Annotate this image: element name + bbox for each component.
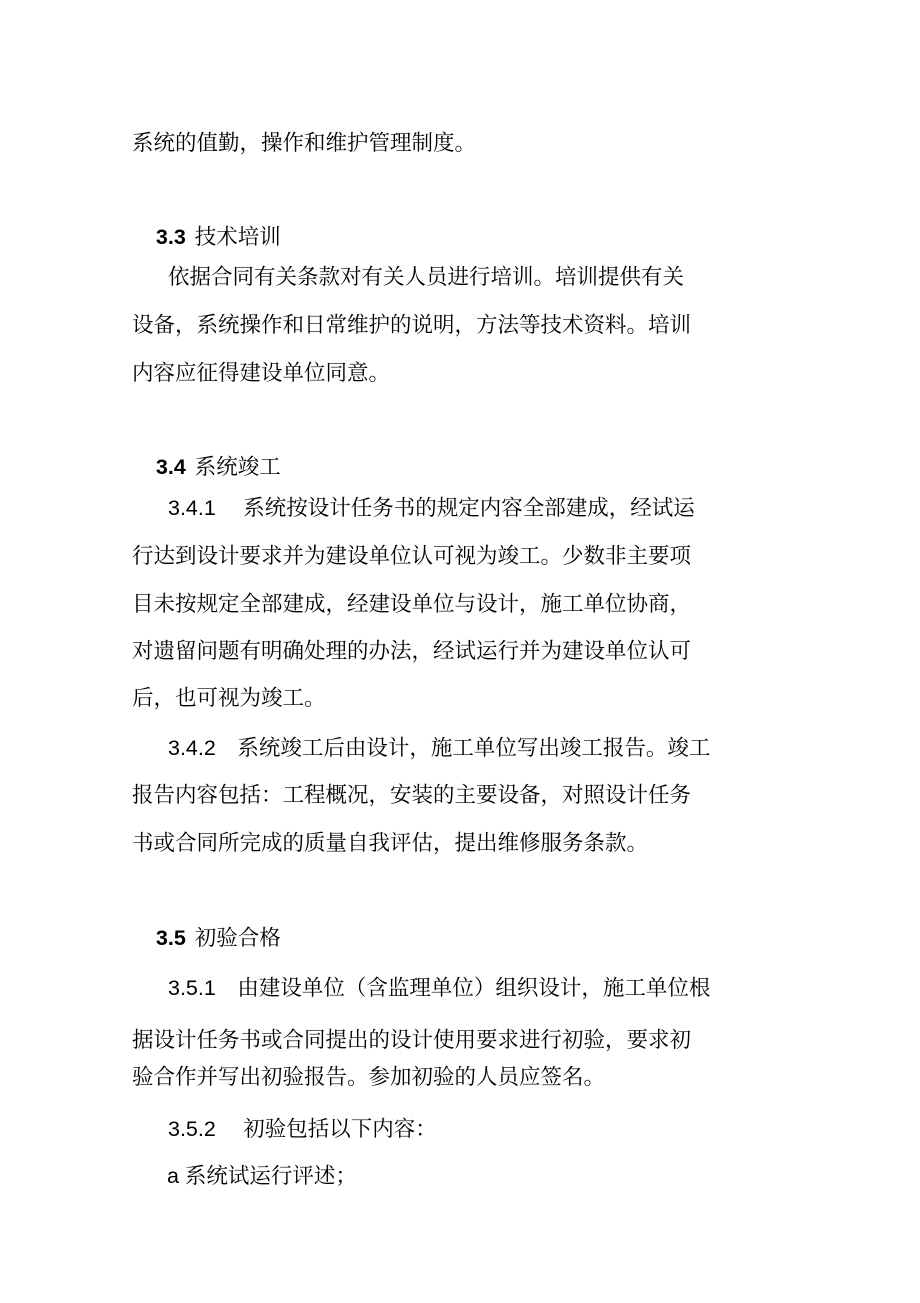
body-text-line: 后，也可视为竣工。	[132, 686, 326, 710]
section-number: 3.5	[155, 926, 186, 950]
body-text-line: 目未按规定全部建成，经建设单位与设计，施工单位协商，	[132, 592, 692, 616]
section-number: 3.3	[155, 225, 186, 249]
body-text-line: 3.5.2 初验包括以下内容：	[168, 1117, 437, 1141]
body-text-line: 书或合同所完成的质量自我评估，提出维修服务条款。	[132, 831, 649, 855]
section-title: 技术培训	[194, 225, 281, 249]
list-item-line: a 系统试运行评述；	[167, 1164, 357, 1188]
body-text-line: 依据合同有关条款对有关人员进行培训。培训提供有关	[168, 265, 685, 289]
body-text-line: 据设计任务书或合同提出的设计使用要求进行初验，要求初	[132, 1028, 692, 1052]
section-title: 初验合格	[194, 926, 281, 950]
body-text-line: 行达到设计要求并为建设单位认可视为竣工。少数非主要项	[132, 544, 692, 568]
body-text-line: 3.4.2 系统竣工后由设计，施工单位写出竣工报告。竣工	[168, 736, 711, 760]
section-number: 3.4	[155, 455, 186, 479]
body-text-line: 报告内容包括：工程概况，安装的主要设备，对照设计任务	[132, 783, 692, 807]
body-text-line: 3.5.1 由建设单位（含监理单位）组织设计，施工单位根	[168, 976, 711, 1000]
body-text-line: 设备，系统操作和日常维护的说明，方法等技术资料。培训	[132, 313, 692, 337]
body-text-line: 对遗留问题有明确处理的办法，经试运行并为建设单位认可	[132, 639, 692, 663]
body-text-line: 验合作并写出初验报告。参加初验的人员应签名。	[132, 1065, 606, 1089]
body-text-line: 系统的值勤，操作和维护管理制度。	[132, 131, 477, 155]
section-heading-3-5	[132, 893, 281, 983]
section-title: 系统竣工	[194, 455, 281, 479]
body-text-line: 内容应征得建设单位同意。	[132, 361, 391, 385]
body-text-line: 3.4.1 系统按设计任务书的规定内容全部建成，经试运	[168, 496, 695, 520]
